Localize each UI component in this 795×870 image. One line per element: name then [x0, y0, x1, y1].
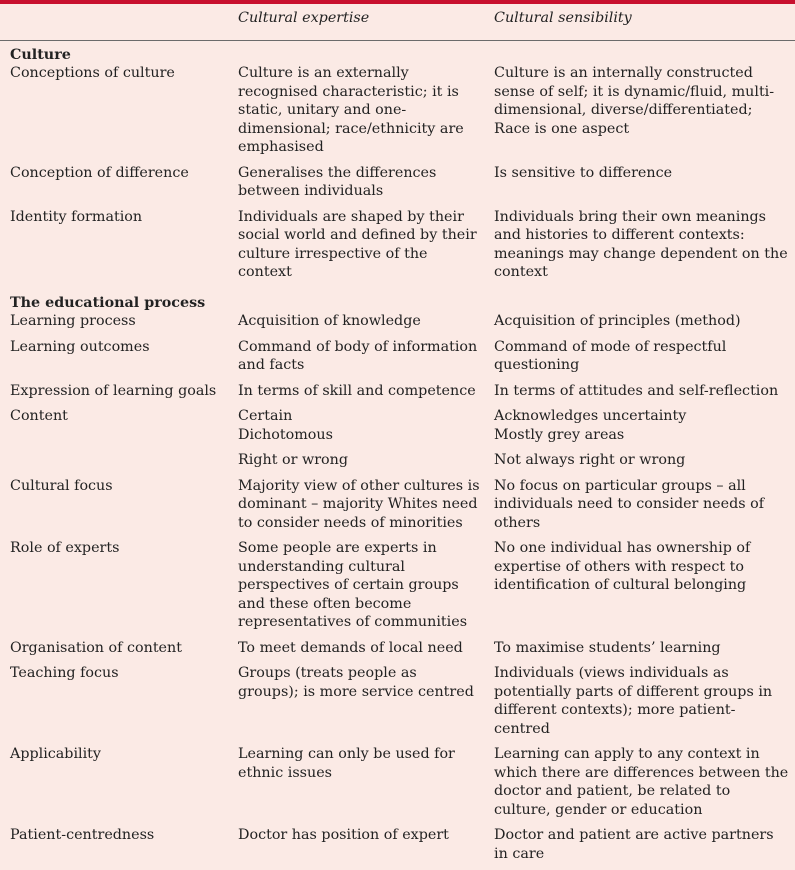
sensibility-line: Mostly grey areas — [494, 426, 625, 443]
table-row — [0, 664, 795, 745]
header-col1 — [0, 4, 228, 40]
table-row — [0, 312, 795, 338]
expertise-cell: Individuals are shaped by their social world and defined by their culture irrespective of the context — [238, 208, 477, 280]
row-label: Conceptions of culture — [10, 65, 175, 81]
expertise-cell: In terms of skill and competence — [238, 382, 476, 399]
expertise-cell: Command of body of information and facts — [238, 338, 478, 373]
section-row-educational — [0, 289, 795, 313]
sensibility-cell: To maximise students’ learning — [494, 639, 721, 656]
sensibility-cell: Culture is an internally constructed sense of self; it is dynamic/fluid, multi-dimensional, diverse/differentiated; Race is one aspect — [494, 65, 775, 137]
sensibility-cell: In terms of attitudes and self-reflection — [494, 382, 779, 399]
table-row — [0, 826, 795, 870]
expertise-cell: Some people are experts in understanding cultural perspectives of certain groups and these often become representatives of communities — [238, 540, 468, 630]
table-header-row — [0, 4, 795, 40]
sensibility-cell: Learning can apply to any context in which there are differences between the doctor and patient, be related to culture, gender or education — [494, 746, 789, 818]
expertise-cell: Generalises the differences between individuals — [238, 164, 437, 199]
table-row — [0, 208, 795, 289]
row-label: Cultural focus — [10, 477, 113, 494]
sensibility-cell: No focus on particular groups – all individuals need to consider needs of others — [494, 477, 765, 531]
sensibility-cell: Doctor and patient are active partners in care — [494, 827, 774, 862]
table-row — [0, 539, 795, 639]
expertise-cell: Culture is an externally recognised characteristic; it is static, unitary and one-dimensional; race/ethnicity are emphasised — [238, 65, 464, 155]
row-label: Conception of difference — [10, 164, 189, 181]
expertise-cell: Majority view of other cultures is dominant – majority Whites need to consider needs of minorities — [238, 477, 480, 531]
section-title-educational: The educational process — [10, 294, 206, 311]
header-cultural-expertise: Cultural expertise — [238, 10, 370, 26]
row-label: Content — [10, 408, 68, 424]
header-cultural-sensibility: Cultural sensibility — [494, 10, 632, 26]
table-row — [0, 338, 795, 382]
expertise-cell: Doctor has position of expert — [238, 827, 449, 843]
row-label: Organisation of content — [10, 639, 182, 656]
row-label-empty — [0, 451, 228, 477]
sensibility-cell: Individuals bring their own meanings and histories to different contexts: meanings may change dependent on the context — [494, 208, 788, 280]
row-label: Teaching focus — [10, 665, 119, 681]
expertise-cell: Acquisition of knowledge — [238, 313, 421, 329]
row-label: Applicability — [10, 746, 101, 762]
table-row — [0, 451, 795, 477]
expertise-line: Dichotomous — [238, 426, 333, 443]
expertise-cell — [228, 407, 484, 451]
expertise-cell: Groups (treats people as groups); is more service centred — [238, 665, 474, 700]
expertise-cell: Right or wrong — [238, 452, 349, 468]
table-row — [0, 164, 795, 208]
row-label: Expression of learning goals — [10, 382, 217, 399]
row-label: Patient-centredness — [10, 827, 155, 843]
sensibility-line: Acknowledges uncertainty — [494, 408, 687, 424]
sensibility-cell: Is sensitive to difference — [494, 164, 673, 181]
sensibility-cell: No one individual has ownership of expertise of others with respect to identification of cultural belonging — [494, 540, 751, 593]
sensibility-cell: Acquisition of principles (method) — [494, 313, 741, 329]
table-row — [0, 407, 795, 451]
sensibility-cell: Individuals (views individuals as potentially parts of different groups in different contexts); more patient-centred — [494, 665, 773, 737]
row-label: Learning outcomes — [10, 338, 150, 355]
expertise-cell: To meet demands of local need — [238, 639, 463, 656]
table-row — [0, 639, 795, 665]
sensibility-cell — [484, 407, 795, 451]
comparison-table — [0, 4, 795, 870]
row-label: Role of experts — [10, 540, 120, 556]
table-row — [0, 382, 795, 408]
expertise-cell: Learning can only be used for ethnic issues — [238, 746, 455, 781]
section-row-culture — [0, 40, 795, 64]
sensibility-cell: Command of mode of respectful questioning — [494, 338, 727, 373]
table-row — [0, 64, 795, 164]
expertise-line: Certain — [238, 408, 293, 424]
row-label: Identity formation — [10, 208, 143, 225]
sensibility-cell: Not always right or wrong — [494, 452, 686, 468]
table-row — [0, 477, 795, 540]
row-label: Learning process — [10, 313, 136, 329]
section-title-culture: Culture — [10, 46, 71, 63]
